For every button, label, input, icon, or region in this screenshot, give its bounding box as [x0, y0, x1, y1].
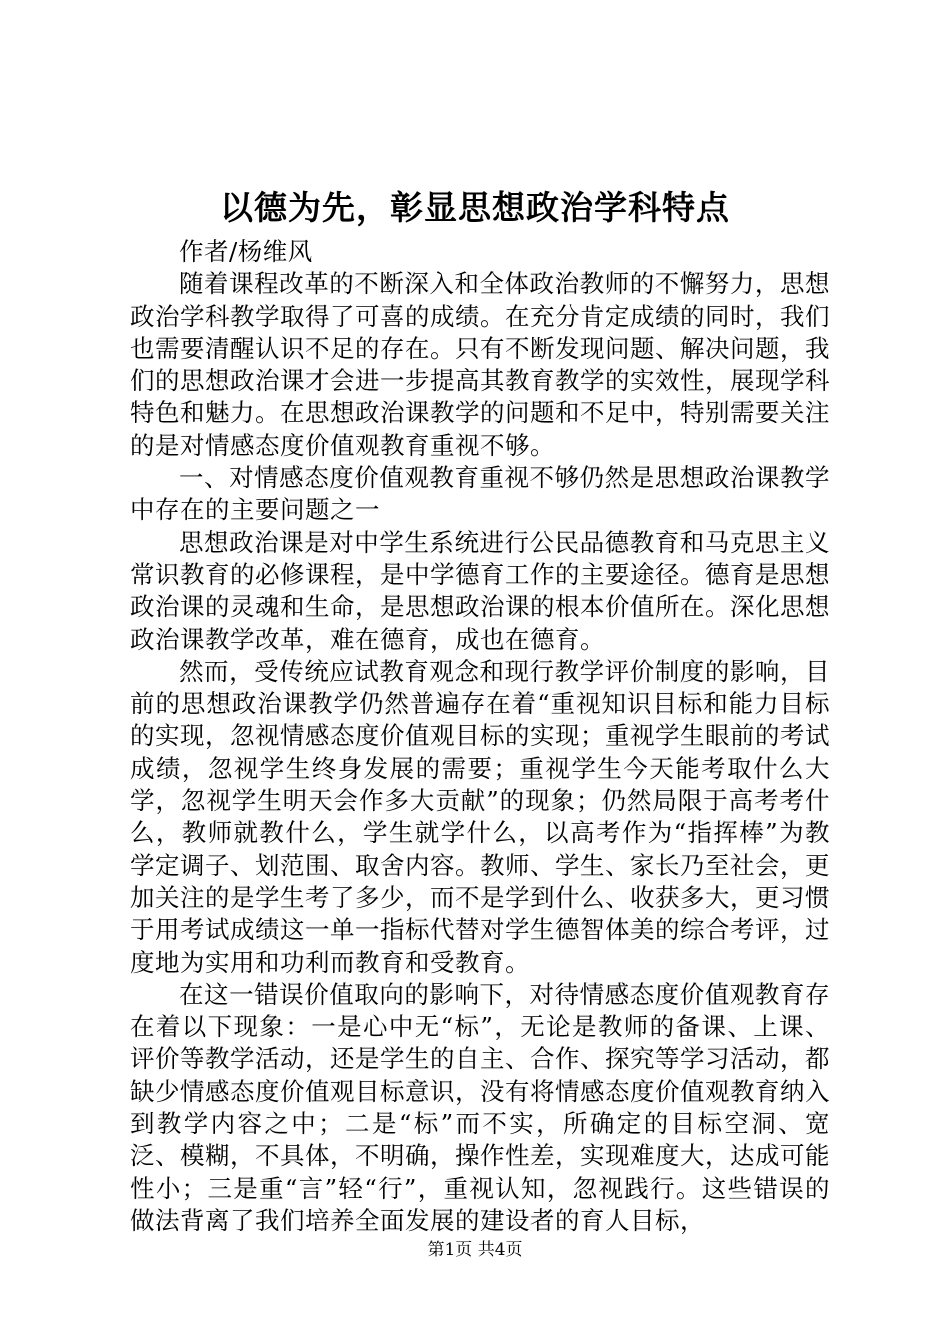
paragraph-phenomena: 在这一错误价值取向的影响下，对待情感态度价值观教育存在着以下现象：一是心中无“标”，无论是教师的备课、上课、评价等教学活动，还是学生的自主、合作、探究等学习活动，都缺少情感态度价值观目标意识，没有将情感态度价值观教育纳入到教学内容之中；二是“标”而不实，所确定的目标空洞、宽泛、模糊，不具体，不明确，操作性差，实现难度大，达成可能性小；三是重“言”轻“行”，重视认知，忽视践行。这些错误的做法背离了我们培养全面发展的建设者的育人目标， [130, 979, 830, 1235]
paragraph-intro: 随着课程改革的不断深入和全体政治教师的不懈努力，思想政治学科教学取得了可喜的成绩。在充分肯定成绩的同时，我们也需要清醒认识不足的存在。只有不断发现问题、解决问题，我们的思想政治课才会进一步提高其教育教学的实效性，展现学科特色和魅力。在思想政治课教学的问题和不足中，特别需要关注的是对情感态度价值观教育重视不够。 [130, 269, 830, 460]
page-footer: 第1页 共4页 [427, 1240, 523, 1260]
author-line: 作者/杨维风 [179, 237, 313, 266]
paragraph-problem: 然而，受传统应试教育观念和现行教学评价制度的影响，目前的思想政治课教学仍然普遍存在着“重视知识目标和能力目标的实现，忽视情感态度价值观目标的实现；重视学生眼前的考试成绩，忽视学生终身发展的需要；重视学生今天能考取什么大学，忽视学生明天会作多大贡献”的现象；仍然局限于高考考什么，教师就教什么，学生就学什么，以高考作为“指挥棒”为教学定调子、划范围、取舍内容。教师、学生、家长乃至社会，更加关注的是学生考了多少，而不是学到什么、收获多大，更习惯于用考试成绩这一单一指标代替对学生德智体美的综合考评，过度地为实用和功利而教育和受教育。 [130, 656, 830, 977]
document-body [130, 236, 830, 1237]
section-heading: 一、对情感态度价值观教育重视不够仍然是思想政治课教学中存在的主要问题之一 [130, 463, 830, 525]
paragraph-definition: 思想政治课是对中学生系统进行公民品德教育和马克思主义常识教育的必修课程，是中学德育工作的主要途径。德育是思想政治课的灵魂和生命，是思想政治课的根本价值所在。深化思想政治课教学改革，难在德育，成也在德育。 [130, 527, 830, 654]
document-title: 以德为先，彰显思想政治学科特点 [220, 188, 730, 227]
